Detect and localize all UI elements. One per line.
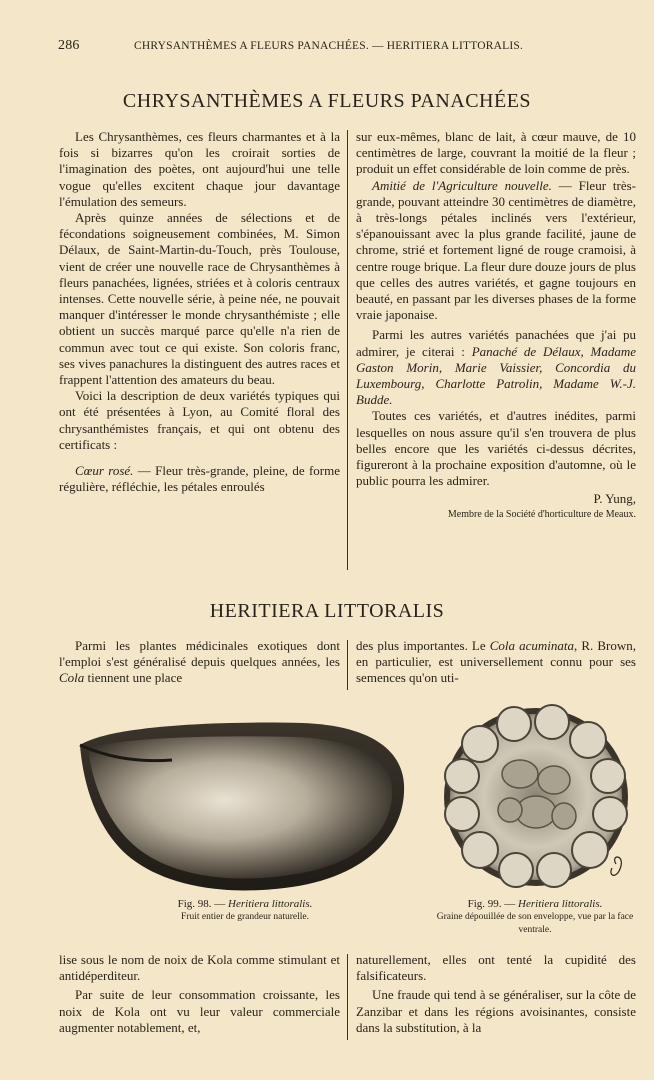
figure-99-seed-illustration xyxy=(440,704,632,890)
caption-species: Heritiera littoralis. xyxy=(228,898,313,910)
paragraph: Voici la description de deux variétés typiques qui ont été présentées à Lyon, au Comité floral des chrysanthémistes français, et qui ont obtenu des certificats : xyxy=(59,388,340,452)
article2-left-column xyxy=(59,638,340,687)
variety-name: Cœur rosé. xyxy=(75,463,134,479)
paragraph: Une fraude qui tend à se généraliser, sur la côte de Zanzibar et dans les régions avoisinantes, consiste dans la substitution, à la xyxy=(356,987,636,1035)
paragraph-text: Parmi les autres variétés panachées que j'ai pu admirer, je citerai : xyxy=(356,327,636,359)
article2-bottom-left-column xyxy=(59,952,340,1036)
caption-subtitle: Graine dépouillée de son enveloppe, vue par la face ventrale. xyxy=(436,912,634,935)
caption-species: Heritiera littoralis. xyxy=(518,898,603,910)
running-title: CHRYSANTHÈMES A FLEURS PANACHÉES. — HERITIERA LITTORALIS. xyxy=(134,40,524,52)
variety-name: Amitié de l'Agriculture nouvelle. xyxy=(372,177,552,193)
column-divider xyxy=(347,954,348,1040)
caption-label: Fig. 99. — xyxy=(467,898,519,910)
article1-right-column xyxy=(356,129,636,521)
figure-98-caption xyxy=(100,898,390,924)
caption-label: Fig. 98. — xyxy=(177,898,229,910)
paragraph-text: — Fleur très-grande, pleine, de forme régulière, réfléchie, les pétales enroulés xyxy=(59,463,341,495)
paragraph xyxy=(356,327,636,408)
paragraph xyxy=(356,638,636,687)
paragraph xyxy=(59,463,340,495)
species-name: Cola acuminata xyxy=(489,638,574,653)
column-divider xyxy=(347,130,348,570)
figure-99-caption xyxy=(428,898,642,937)
paragraph-text: — Fleur très-grande, pouvant atteindre 30 centimètres de diamètre, à très-longs pétales inclinés vers l'extérieur, s'épanouissant avec la plus grande facilité, jaune de chrome, strié et fortement ligné de rouge cramoisi, à centre rouge brique. La fleur dure douze jours de plus que celles des autres variétés, et gagne toujours en beauté, en passant par les diverses phases de la forme vraie japonaise. xyxy=(356,177,636,323)
paragraph: naturellement, elles ont tenté la cupidité des falsificateurs. xyxy=(356,952,636,984)
article2-bottom-right-column xyxy=(356,952,636,1036)
paragraph xyxy=(356,178,636,324)
paragraph-text: Parmi les plantes médicinales exotiques dont l'emploi s'est généralisé depuis quelques années, les xyxy=(59,638,340,670)
page-number: 286 xyxy=(58,38,80,53)
genus-name: Cola xyxy=(59,670,85,686)
paragraph: Après quinze années de sélections et de fécondations soigneusement combinées, M. Simon Délaux, de Saint-Martin-du-Touch, près Toulouse, vient de créer une nouvelle race de Chrysanthèmes à fleurs panachées, lignées, striées et à coloris centraux intenses. Cette nouvelle série, à peine née, ne pouvait manquer d'intéresser le monde chrysanthémiste ; elle obtient un succès marqué parce qu'elle n'a rien de commun avec tout ce qui existe. Son coloris franc, ses vives panachures la distinguent des autres races et frappent l'attention des amateurs du beau. xyxy=(59,210,340,388)
article-title-heritiera: HERITIERA LITTORALIS xyxy=(209,600,445,622)
article1-left-column xyxy=(59,129,340,495)
running-header xyxy=(58,38,618,54)
article2-right-column xyxy=(356,638,636,687)
paragraph-text: , R. Brown, en particulier, est universellement connu pour ses semences qu'on uti- xyxy=(356,638,637,686)
article-title-chrysanthemes: CHRYSANTHÈMES A FLEURS PANACHÉES xyxy=(122,90,532,112)
caption-subtitle: Fruit entier de grandeur naturelle. xyxy=(181,912,309,922)
author-affiliation: Membre de la Société d'horticulture de Meaux. xyxy=(447,508,636,520)
paragraph-text: des plus importantes. Le xyxy=(356,638,490,653)
paragraph: Par suite de leur consommation croissante, les noix de Kola ont vu leur valeur commerciale augmenter notablement, et, xyxy=(59,987,340,1035)
paragraph: sur eux-mêmes, blanc de lait, à cœur mauve, de 10 centimètres de large, couvrant la moitié de la fleur ; produit un effet considérable de loin comme de près. xyxy=(356,129,636,177)
column-divider xyxy=(347,640,348,690)
paragraph: Toutes ces variétés, et d'autres inédites, parmi lesquelles on nous assure qu'il s'en trouvera de plus belles encore que les variétés ci-dessus décrites, figureront à la prochaine exposition d'automne, où le public pourra les admirer. xyxy=(356,408,636,489)
paragraph: Les Chrysanthèmes, ces fleurs charmantes et à la fois si bizarres qu'on les croirait sorties de l'imagination des poètes, ont aujourd'hui une telle vogue qu'elles excitent chaque jour davantage l'émulation des semeurs. xyxy=(59,129,340,209)
caption-title xyxy=(100,898,390,911)
author-signature: P. Yung, xyxy=(593,491,636,507)
variety-list: Panaché de Délaux, Madame Gaston Morin, Marie Vaissier, Concordia du Luxembourg, Charlotte Patrolin, Madame W.-J. Budde. xyxy=(356,343,637,408)
paragraph xyxy=(59,638,340,687)
figure-98-fruit-illustration xyxy=(72,715,412,895)
paragraph: lise sous le nom de noix de Kola comme stimulant et antidéperditeur. xyxy=(59,952,340,984)
caption-title xyxy=(428,898,642,911)
paragraph-text: tiennent une place xyxy=(84,670,183,686)
